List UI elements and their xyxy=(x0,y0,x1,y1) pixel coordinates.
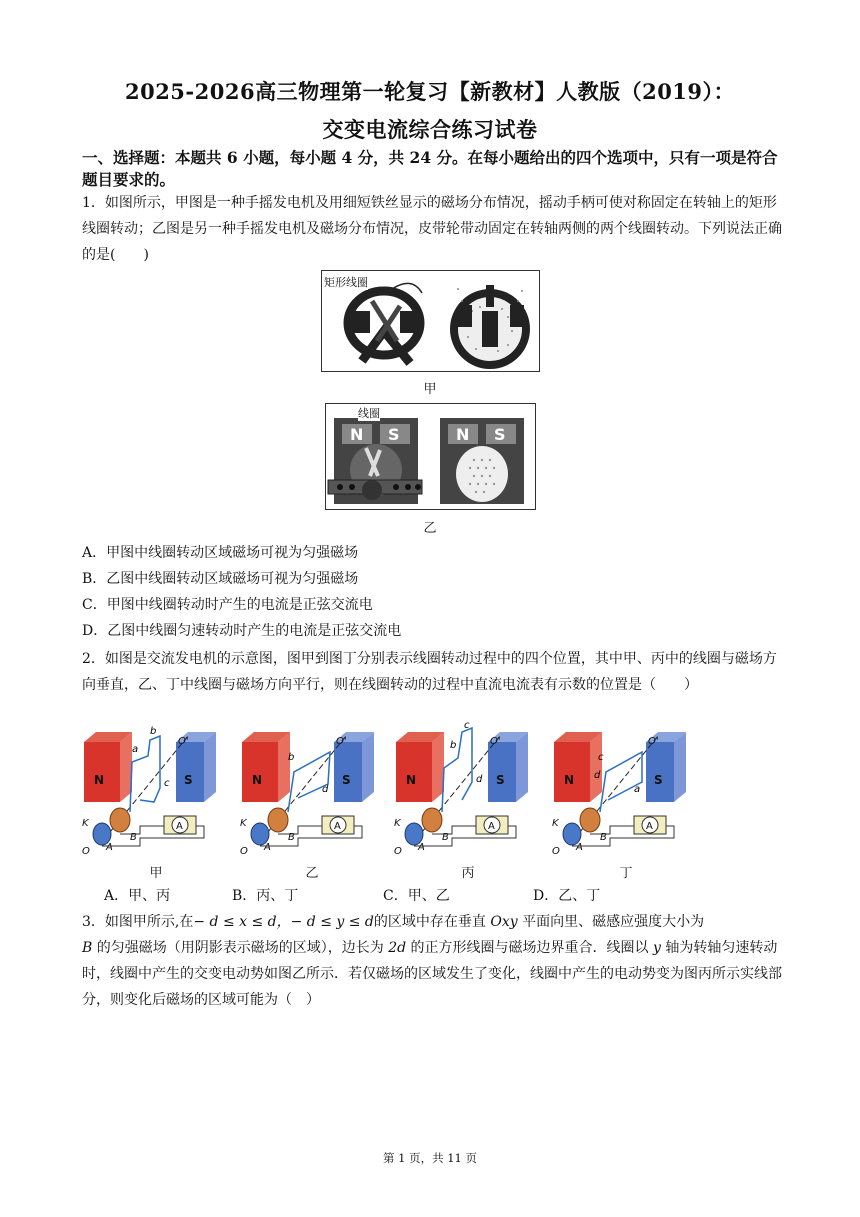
section-heading: 一、选择题：本题共 6 小题，每小题 4 分，共 24 分。在每小题给出的四个选项中，只有一项是符合题目要求的。 xyxy=(82,148,778,189)
svg-text:S: S xyxy=(494,425,506,444)
svg-text:N: N xyxy=(456,425,470,444)
q1-figure-yi xyxy=(325,403,536,510)
q3-math-b: B xyxy=(82,940,93,956)
q2-caption-ding: 丁 xyxy=(619,866,633,881)
q1-option-c: C．甲图中线圈转动时产生的电流是正弦交流电 xyxy=(82,597,373,613)
q2-option-a: A．甲、丙 xyxy=(104,888,171,904)
q3-text-d: 的匀强磁场（用阴影表示磁场的区域），边长为 xyxy=(96,940,384,956)
q2-caption-yi: 乙 xyxy=(305,866,319,881)
q1-option-a: A．甲图中线圈转动区域磁场可视为匀强磁场 xyxy=(82,545,359,561)
q1-fig1-caption: 甲 xyxy=(423,382,437,397)
q3-text-c: 平面向里、磁感应强度大小为 xyxy=(522,914,705,930)
svg-text:b: b xyxy=(150,726,157,737)
q3-text-f: 轴为转轴匀速转动时，线圈中产生的交变电动势如图乙所示．若仅磁场的区域发生了变化，线圈中产生的电动势变为图丙所示实线部分，则变化后磁场的区域可能为（ ） xyxy=(82,940,782,1008)
q1-option-d: D．乙图中线圈匀速转动时产生的电流是正弦交流电 xyxy=(82,623,402,639)
svg-text:S: S xyxy=(388,425,400,444)
svg-text:d: d xyxy=(476,774,483,785)
svg-text:b: b xyxy=(450,740,457,751)
svg-text:d: d xyxy=(322,784,329,795)
page-subtitle: 交变电流综合练习试卷 xyxy=(322,117,538,142)
svg-text:a: a xyxy=(132,744,139,755)
q2-generator-diagrams xyxy=(80,722,700,862)
svg-text:N: N xyxy=(350,425,364,444)
q2-option-c: C．甲、乙 xyxy=(383,888,450,904)
page-title: 2025-2026高三物理第一轮复习【新教材】人教版（2019）： xyxy=(124,79,736,104)
q3-math-plane: Oxy xyxy=(490,914,518,930)
q3-text-a: 3．如图甲所示,在 xyxy=(82,914,194,930)
q1-option-b: B．乙图中线圈转动区域磁场可视为匀强磁场 xyxy=(82,571,359,587)
svg-text:c: c xyxy=(598,752,604,763)
q1-fig1-label: 矩形线圈 xyxy=(324,276,368,289)
q1-stem: 1．如图所示，甲图是一种手摇发电机及用细短铁丝显示的磁场分布情况，摇动手柄可使对称固定在转轴上的矩形线圈转动；乙图是另一种手摇发电机及磁场分布情况，皮带轮带动固定在转轴两侧的两个线圈转动。下列说法正确的是( ) xyxy=(82,195,782,263)
svg-text:a: a xyxy=(634,784,641,795)
q3-math-region: − d ≤ x ≤ d，− d ≤ y ≤ d xyxy=(193,914,374,930)
q1-fig2-caption: 乙 xyxy=(423,521,437,536)
q3-text-e: 的正方形线圈与磁场边界重合．线圈以 xyxy=(410,940,649,956)
q2-caption-jia: 甲 xyxy=(149,866,163,881)
q3-math-y: y xyxy=(652,940,661,956)
svg-text:d: d xyxy=(594,770,601,781)
q2-stem: 2．如图是交流发电机的示意图，图甲到图丁分别表示线圈转动过程中的四个位置，其中甲、丙中的线圈与磁场方向垂直，乙、丁中线圈与磁场方向平行，则在线圈转动的过程中直流电流表有示数的位置是（ ） xyxy=(82,651,777,693)
q3-stem xyxy=(82,909,782,1013)
page-footer: 第 1 页，共 11 页 xyxy=(382,1151,478,1165)
q2-option-d: D．乙、丁 xyxy=(533,888,601,904)
svg-text:c: c xyxy=(464,722,470,731)
svg-text:c: c xyxy=(164,778,170,789)
q2-option-b: B．丙、丁 xyxy=(232,888,299,904)
q1-fig2-label: 线圈 xyxy=(358,407,380,420)
q2-caption-bing: 丙 xyxy=(461,866,475,881)
svg-text:b: b xyxy=(288,752,295,763)
q3-text-b: 的区域中存在垂直 xyxy=(373,914,486,930)
q3-math-2d: 2d xyxy=(388,940,407,956)
